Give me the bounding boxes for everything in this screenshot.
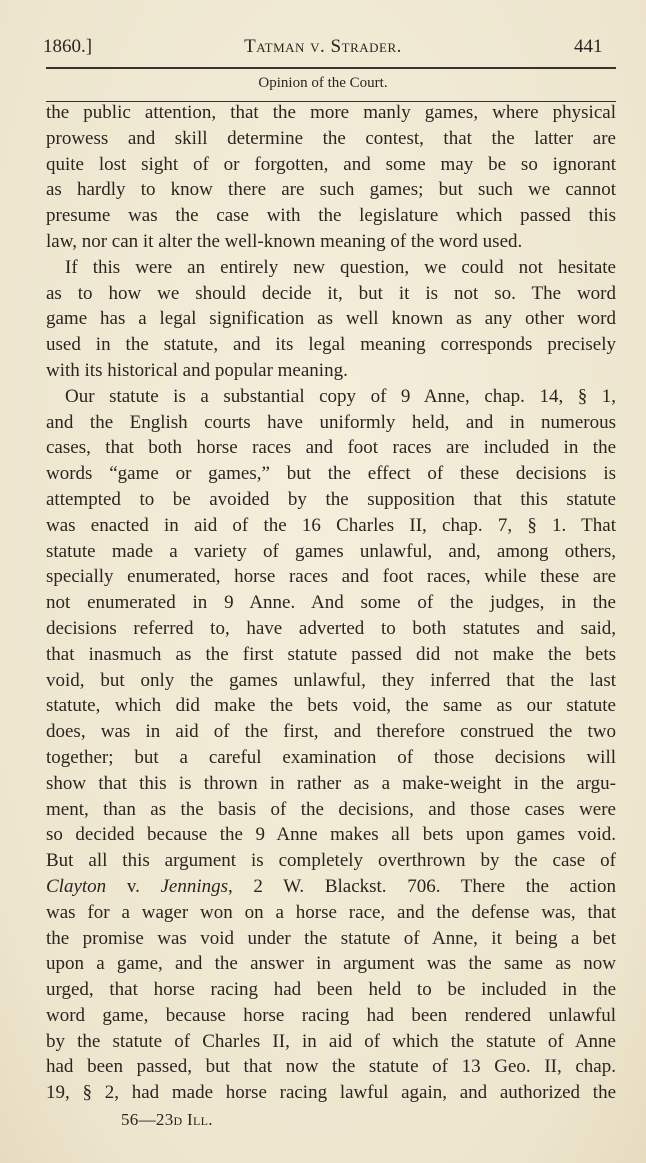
text-line: game has a legal signification as well known as any other word	[46, 308, 616, 330]
text-line: law, nor can it alter the well-known meaning of the word used.	[46, 230, 523, 252]
signature-number: 56—23	[121, 1110, 174, 1129]
text-line: decisions referred to, have adverted to both statutes and said,	[46, 617, 616, 639]
case-party: Jennings	[160, 875, 229, 897]
text-line: If this were an entirely new question, we could not hesitate	[65, 256, 616, 278]
text-line: statute made a variety of games unlawful, and, among others,	[46, 540, 616, 562]
text-line: with its historical and popular meaning.	[46, 359, 348, 381]
text-line: urged, that horse racing had been held to be included in the	[46, 979, 616, 1001]
text-line: together; but a careful examination of those decisions will	[46, 746, 616, 768]
text-line: quite lost sight of or forgotten, and some may be so ignorant	[46, 153, 616, 175]
text-line: so decided because the 9 Anne makes all bets upon games void.	[46, 824, 616, 846]
text-line: by the statute of Charles II, in aid of which the statute of Anne	[46, 1030, 616, 1052]
text-line: Our statute is a substantial copy of 9 Anne, chap. 14, § 1,	[65, 385, 616, 407]
case-versus: v.	[106, 875, 161, 897]
text-line: had been passed, but that now the statute of 13 Geo. II, chap.	[46, 1056, 616, 1078]
text-line: show that this is thrown in rather as a make-weight in the argu-	[46, 772, 616, 794]
signature-mark	[121, 1110, 213, 1130]
text-line: presume was the case with the legislature which passed this	[46, 205, 616, 227]
text-line: used in the statute, and its legal meaning corresponds precisely	[46, 334, 616, 356]
text-line: as hardly to know there are such games; but such we cannot	[46, 179, 616, 201]
text-line: 19, § 2, had made horse racing lawful again, and authorized the	[46, 1082, 616, 1104]
body-text	[46, 100, 616, 1106]
text-line: upon a game, and the answer in argument was the same as now	[46, 953, 616, 975]
text-line: void, but only the games unlawful, they inferred that the last	[46, 669, 616, 691]
text-line: word game, because horse racing had been rendered unlawful	[46, 1004, 616, 1026]
text-line: prowess and skill determine the contest, that the latter are	[46, 127, 616, 149]
text-line-case-citation	[46, 874, 616, 900]
text-line: and the English courts have uniformly held, and in numerous	[46, 411, 616, 433]
text-line: as to how we should decide it, but it is not so. The word	[46, 282, 616, 304]
citation-text: , 2 W. Blackst. 706. There the action	[228, 875, 616, 897]
text-line: was for a wager won on a horse race, and the defense was, that	[46, 901, 616, 923]
text-line: But all this argument is completely overthrown by the case of	[46, 850, 616, 872]
text-line: ment, than as the basis of the decisions, and those cases were	[46, 798, 616, 820]
header-rule	[46, 67, 616, 69]
text-line: attempted to be avoided by the supposition that this statute	[46, 488, 616, 510]
text-line: not enumerated in 9 Anne. And some of the judges, in the	[46, 592, 616, 614]
signature-volume: d Ill.	[173, 1110, 213, 1129]
text-line: the promise was void under the statute of Anne, it being a bet	[46, 927, 616, 949]
case-party: Clayton	[46, 875, 107, 897]
text-line: that inasmuch as the first statute passed did not make the bets	[46, 643, 616, 665]
text-line: specially enumerated, horse races and foot races, while these are	[46, 566, 616, 588]
text-line: the public attention, that the more manly games, where physical	[46, 102, 616, 123]
text-line: cases, that both horse races and foot races are included in the	[46, 437, 616, 459]
running-head-title: Tatman v. Strader.	[244, 36, 402, 57]
running-head-year: 1860.]	[43, 36, 93, 57]
text-line: does, was in aid of the first, and therefore construed the two	[46, 721, 616, 743]
section-heading: Opinion of the Court.	[258, 75, 388, 91]
text-line: words “game or games,” but the effect of these decisions is	[46, 463, 616, 485]
page-number: 441	[574, 36, 603, 57]
text-line: was enacted in aid of the 16 Charles II, chap. 7, § 1. That	[46, 514, 616, 536]
text-line: statute, which did make the bets void, the same as our statute	[46, 695, 616, 717]
